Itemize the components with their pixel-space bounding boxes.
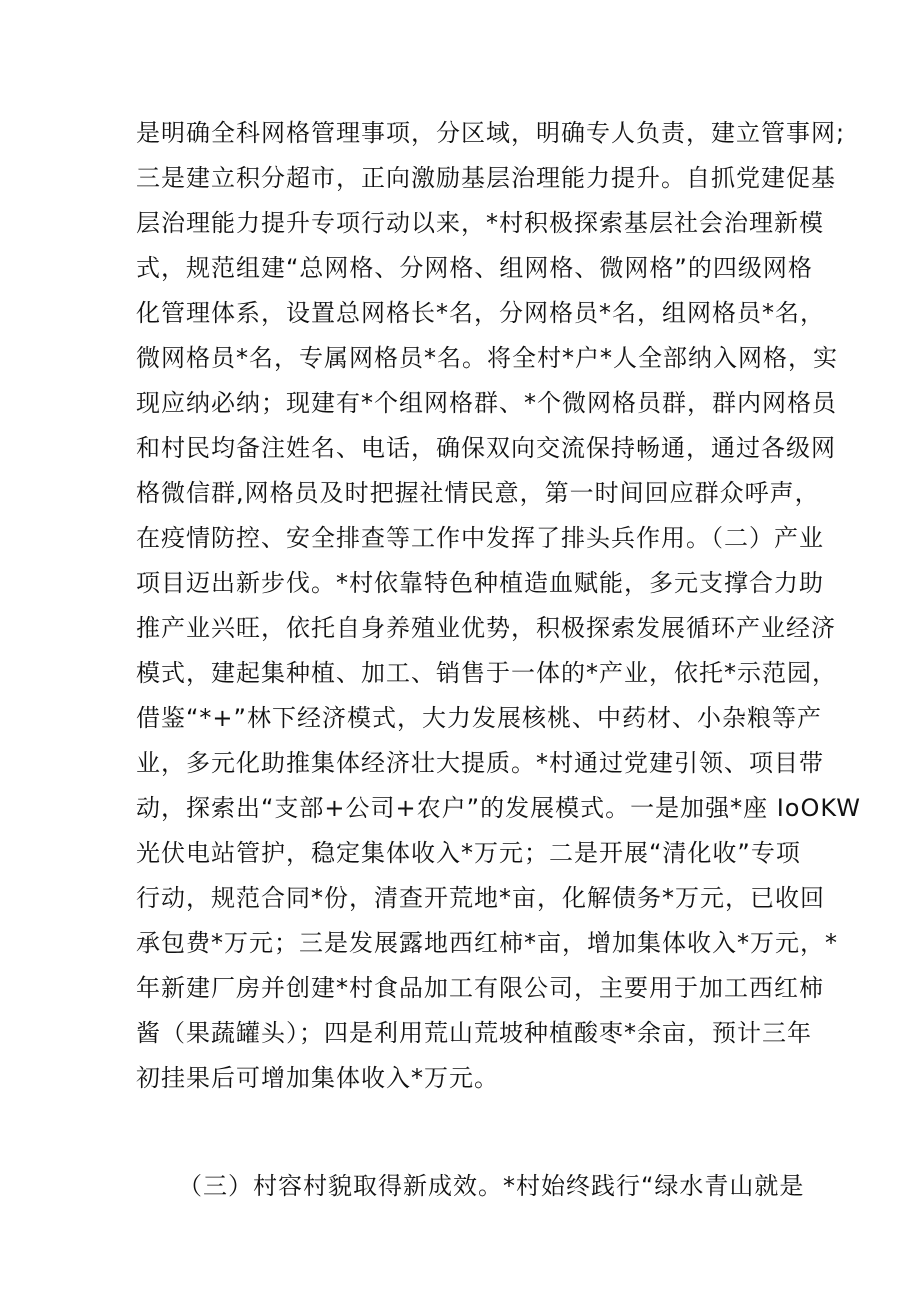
text-line: 推产业兴旺，依托自身养殖业优势，积极探索发展循环产业经济 [136,614,836,642]
text-line: 现应纳必纳；现建有*个组网格群、*个微网格员群，群内网格员 [136,389,837,417]
document-body [136,111,861,1209]
text-line: 模式，建起集种植、加工、销售于一体的*产业，依托*示范园， [136,659,837,687]
text-line: 微网格员*名，专属网格员*名。将全村*户*人全部纳入网格，实 [136,344,838,372]
text-line: 初挂果后可增加集体收入*万元。 [136,1064,499,1092]
text-line: 酱（果蔬罐头）；四是利用荒山荒坡种植酸枣*余亩，预计三年 [136,1019,812,1047]
text-line: 行动，规范合同*份，清查开荒地*亩，化解债务*万元，已收回 [136,884,825,912]
text-line: 三是建立积分超市，正向激励基层治理能力提升。自抓党建促基 [136,164,836,192]
text-line: 式，规范组建“总网格、分网格、组网格、微网格”的四级网格 [136,254,813,282]
text-line: 光伏电站管护，稳定集体收入*万元；二是开展“清化收”专项 [136,839,801,867]
text-line: 和村民均备注姓名、电话，确保双向交流保持畅通，通过各级网 [136,434,836,462]
text-line: 承包费*万元；三是发展露地西红柿*亩，增加集体收入*万元，* [136,929,838,957]
text-line: 化管理体系，设置总网格长*名，分网格员*名，组网格员*名， [136,299,825,327]
text-line: 年新建厂房并创建*村食品加工有限公司，主要用于加工西红柿 [136,974,824,1002]
text-line: 业，多元化助推集体经济壮大提质。*村通过党建引领、项目带 [136,749,824,777]
text-line: 借鉴“*+”林下经济模式，大力发展核桃、中药材、小杂粮等产 [136,704,822,732]
text-line: 动，探索出“支部+公司+农户”的发展模式。一是加强*座 IoOKW [136,794,861,822]
section-heading-line: （三）村容村貌取得新成效。*村始终践行“绿水青山就是 [178,1172,805,1200]
text-line: 层治理能力提升专项行动以来，*村积极探索基层社会治理新模 [136,209,824,237]
paragraph-gap [136,1101,796,1164]
text-line: 是明确全科网格管理事项，分区域，明确专人负责，建立管事网; [136,119,846,147]
text-line: 项目迈出新步伐。*村依靠特色种植造血赋能，多元支撑合力助 [136,569,824,597]
text-line: 在疫情防控、安全排查等工作中发挥了排头兵作用。（二）产业 [136,524,824,552]
text-line: 格微信群,网格员及时把握社情民意，第一时间回应群众呼声， [136,479,820,507]
